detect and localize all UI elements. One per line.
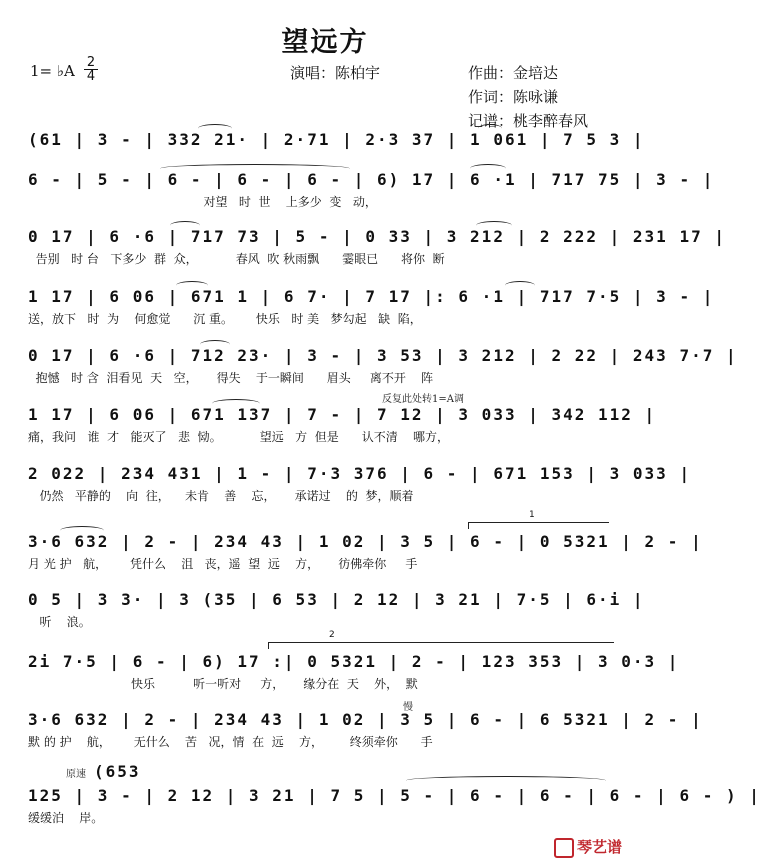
tempo-back-marking: 原速 bbox=[66, 769, 86, 780]
notation-line: 1 17 | 6 06 | 671 1 | 6 7· | 7 17 |: 6 ·1 | 717 7·5 | 3 - | bbox=[28, 287, 715, 306]
lyricist-credit: 作词：陈咏谦 bbox=[468, 88, 559, 106]
score-row-2 bbox=[28, 170, 715, 220]
first-ending-bracket bbox=[468, 510, 609, 529]
score-row-9 bbox=[28, 590, 645, 640]
score-row-10 bbox=[28, 630, 680, 702]
lyric-line: 月 光 护 航， 凭什么 沮 丧，遥 望 远 方， 彷佛牵你 手 bbox=[28, 557, 418, 571]
score-row-7 bbox=[28, 464, 692, 514]
slur-mark bbox=[60, 526, 104, 535]
notation-line: 1 17 | 6 06 | 671 137 | 7 - | 7 12 | 3 033 | 342 112 | bbox=[28, 405, 657, 424]
notation-line: 2 022 | 234 431 | 1 - | 7·3 376 | 6 - | 671 153 | 3 033 | bbox=[28, 464, 692, 483]
lyric-line: 听 浪。 bbox=[28, 615, 91, 629]
score-row-11 bbox=[28, 702, 703, 760]
slur-mark bbox=[176, 281, 208, 290]
slur-mark bbox=[198, 124, 232, 133]
score-row-4 bbox=[28, 287, 715, 337]
score-row-8 bbox=[28, 510, 703, 582]
lyric-line: 仍然 平静的 向 往， 未肯 善 忘， 承诺过 的 梦，顺着 bbox=[28, 489, 414, 503]
notation-line: 0 17 | 6 ·6 | 712 23· | 3 - | 3 53 | 3 212 | 2 22 | 243 7·7 | bbox=[28, 346, 738, 365]
slur-mark bbox=[470, 164, 506, 173]
score-row-6 bbox=[28, 394, 657, 455]
notation-line: 3·6 632 | 2 - | 234 43 | 1 02 | 3 5 | 6 - | 6 5321 | 2 - | bbox=[28, 710, 703, 729]
lyric-line: 痛，我问 谁 才 能灭了 悲 恸。 望远 方 但是 认不清 哪方， bbox=[28, 430, 449, 444]
notator-credit: 记谱：桃李醉春风 bbox=[468, 112, 589, 130]
notation-line: 125 | 3 - | 2 12 | 3 21 | 7 5 | 5 - | 6 - | 6 - | 6 - | 6 - ) | bbox=[28, 786, 761, 805]
singer-credit: 演唱：陈柏宇 bbox=[290, 64, 381, 82]
score-row-13 bbox=[28, 786, 761, 836]
volta-2-label: 2 bbox=[329, 630, 335, 640]
brand-logo bbox=[554, 836, 622, 858]
notation-line: (653 bbox=[94, 762, 141, 781]
second-ending-bracket bbox=[268, 630, 614, 649]
lyric-line: 抱憾 时 含 泪看见 天 空， 得失 于一瞬间 眉头 离不开 阵 bbox=[28, 371, 434, 385]
slur-mark bbox=[212, 399, 260, 408]
lyric-line: 快乐 听一听对 方， 缘分在 天 外， 默 bbox=[28, 677, 418, 691]
brand-mark-icon bbox=[554, 838, 574, 858]
slur-mark bbox=[200, 340, 230, 349]
notation-line: (61 | 3 - | 332 21· | 2·71 | 2·3 37 | 1 061 | 7 5 3 | bbox=[28, 130, 645, 149]
lyric-line: 缓缓泊 岸。 bbox=[28, 811, 104, 825]
lyric-line: 对望 时 世 上多少 变 动， bbox=[28, 195, 377, 209]
notation-line: 3·6 632 | 2 - | 234 43 | 1 02 | 3 5 | 6 - | 0 5321 | 2 - | bbox=[28, 532, 703, 551]
key-signature: 1= ♭A bbox=[30, 62, 75, 80]
score-row-3 bbox=[28, 227, 726, 277]
slur-mark bbox=[160, 164, 350, 173]
slur-mark bbox=[478, 124, 502, 133]
notation-line: 0 17 | 6 ·6 | 717 73 | 5 - | 0 33 | 3 212 | 2 222 | 231 17 | bbox=[28, 227, 726, 246]
volta-1-label: 1 bbox=[529, 510, 535, 520]
slur-mark bbox=[505, 281, 535, 290]
time-signature bbox=[84, 56, 98, 83]
slow-marking: 慢 bbox=[403, 702, 413, 713]
notation-line: 2i 7·5 | 6 - | 6) 17 :| 0 5321 | 2 - | 123 353 | 3 0·3 | bbox=[28, 652, 680, 671]
song-title: 望远方 bbox=[281, 27, 369, 58]
time-signature-top: 2 bbox=[86, 55, 96, 70]
composer-credit: 作曲：金培达 bbox=[468, 64, 559, 82]
notation-line: 6 - | 5 - | 6 - | 6 - | 6 - | 6) 17 | 6 ·1 | 717 75 | 3 - | bbox=[28, 170, 715, 189]
slur-mark bbox=[406, 776, 606, 785]
slur-mark bbox=[170, 221, 200, 230]
time-signature-bottom: 4 bbox=[84, 69, 98, 83]
lyric-line: 告别 时 台 下多少 群 众， 春风 吹 秋雨飘 霎眼已 将你 断 bbox=[28, 252, 445, 266]
lyric-line: 送，放下 时 为 何愈觉 沉 重。 快乐 时 美 梦勾起 缺 陷， bbox=[28, 312, 422, 326]
lyric-line: 默 的 护 航， 无什么 苦 况，情 在 远 方， 终须牵你 手 bbox=[28, 735, 433, 749]
modulation-note: 反复此处转1=A调 bbox=[382, 394, 464, 405]
brand-name: 琴艺谱 bbox=[577, 838, 623, 856]
notation-line: 0 5 | 3 3· | 3 (35 | 6 53 | 2 12 | 3 21 | 7·5 | 6·i | bbox=[28, 590, 645, 609]
slur-mark bbox=[476, 221, 512, 230]
score-row-5 bbox=[28, 346, 738, 396]
